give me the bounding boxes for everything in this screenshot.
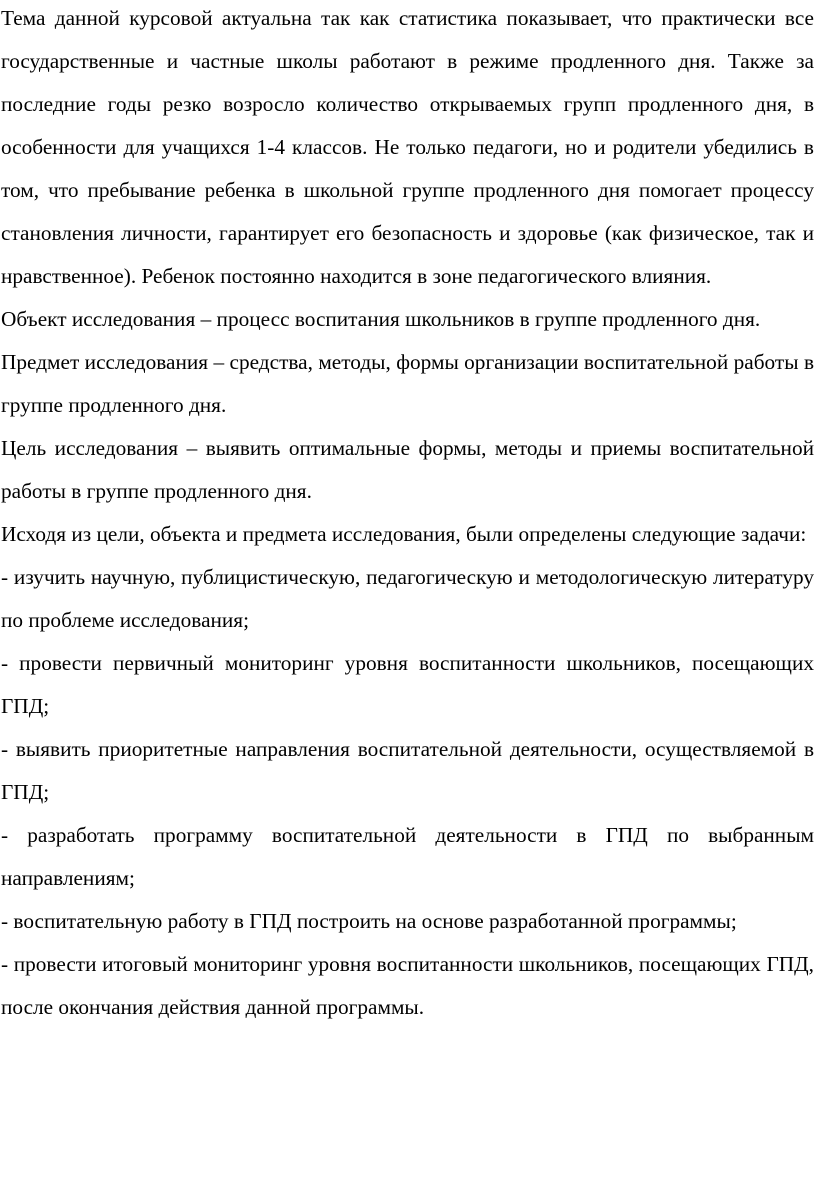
paragraph-subject: Предмет исследования – средства, методы, формы организации воспитательной работы в группе продленного дня. [1, 350, 814, 417]
paragraph-goal: Цель исследования – выявить оптимальные формы, методы и приемы воспитательной работы в группе продленного дня. [1, 436, 814, 503]
task-item: - провести первичный мониторинг уровня воспитанности школьников, посещающих ГПД; [1, 651, 814, 718]
paragraph-object: Объект исследования – процесс воспитания школьников в группе продленного дня. [1, 307, 761, 331]
paragraph-relevance: Тема данной курсовой актуальна так как статистика показывает, что практически все государственные и частные школы работают в режиме продленного дня. Также за последние годы резко возросло количество открываемых групп продленного дня, в особенности для учащихся 1-4 классов. Не только педагоги, но и родители убедились в том, что пребывание ребенка в школьной группе продленного дня помогает процессу становления личности, гарантирует его безопасность и здоровье (как физическое, так и нравственное). Ребенок постоянно находится в зоне педагогического влияния. [1, 6, 814, 288]
task-item: - выявить приоритетные направления воспитательной деятельности, осуществляемой в ГПД; [1, 737, 814, 804]
task-item: - провести итоговый мониторинг уровня воспитанности школьников, посещающих ГПД, после окончания действия данной программы. [1, 952, 814, 1019]
task-item: - разработать программу воспитательной деятельности в ГПД по выбранным направлениям; [1, 823, 814, 890]
task-item: - воспитательную работу в ГПД построить на основе разработанной программы; [1, 909, 737, 933]
task-item: - изучить научную, публицистическую, педагогическую и методологическую литературу по проблеме исследования; [1, 565, 814, 632]
paragraph-tasks-intro: Исходя из цели, объекта и предмета исследования, были определены следующие задачи: [1, 522, 807, 546]
